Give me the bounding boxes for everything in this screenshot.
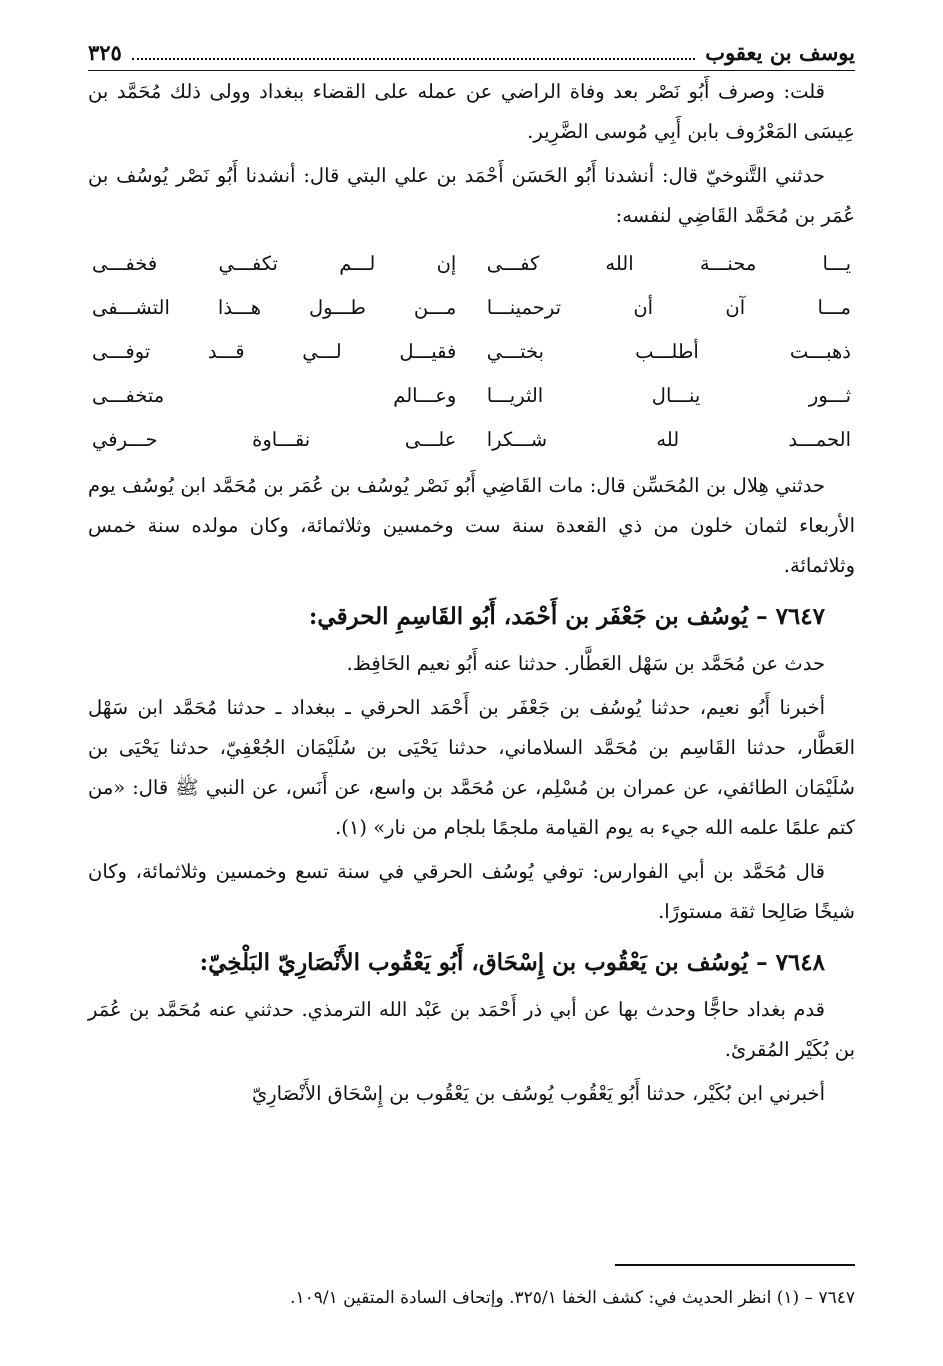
main-text — [88, 72, 855, 1118]
poem-verse — [88, 374, 855, 418]
poem-verse — [88, 242, 855, 286]
poem-hemistich-second: مـــن طـــول هـــذا التشـــفى — [92, 296, 457, 319]
footnote: ٧٦٤٧ – (١) انظر الحديث في: كشف الخفا ٣٢٥/١. وإتحاف السادة المتقين ١٠٩/١. — [290, 1288, 855, 1308]
paragraph-2: حدثني التَّنوخيّ قال: أنشدنا أَبُو الحَسَن أَحْمَد بن علي البتي قال: أنشدنا أَبُو نَصْر يُوسُف بن عُمَر بن مُحَمَّد القَاضِي لنفسه: — [88, 164, 855, 227]
poem-hemistich-second: وعـــالم متخفـــى — [92, 384, 457, 407]
poem-verse — [88, 418, 855, 462]
paragraph-3: حدثني هِلال بن المُحَسِّن قال: مات القَاضِي أَبُو نَصْر يُوسُف بن عُمَر بن مُحَمَّد ابن يُوسُف يوم الأربعاء لثمان خلون من ذي القعدة سنة ست وخمسين وثلاثمائة، وكان مولده سنة خمس وثلاثمائة. — [88, 474, 855, 577]
poem-hemistich-first: مـــا آن أن ترحمينـــا — [486, 296, 851, 319]
running-header — [88, 34, 855, 71]
poem-verse — [88, 286, 855, 330]
paragraph-7: قدم بغداد حاجًّا وحدث بها عن أبي ذر أَحْمَد بن عَبْد الله الترمذي. حدثني عنه مُحَمَّد بن عُمَر بن بُكَيْر المُقرئ. — [88, 998, 855, 1061]
poem-hemistich-first: الحمـــد لله شـــكرا — [486, 428, 851, 451]
footnote-divider — [615, 1264, 855, 1266]
paragraph-5: أخبرنا أَبُو نعيم، حدثنا يُوسُف بن جَعْفَر بن أَحْمَد الحرقي ـ ببغداد ـ حدثنا مُحَمَّد ابن سَهْل العَطَّار، حدثنا القَاسِم بن مُحَمَّد السلاماني، حدثنا يَحْيَى بن سُلَيْمَان الجُعْفِيّ، حدثنا يَحْيَى بن سُلَيْمَان الطائفي، عن عمران بن مُسْلِم، عن مُحَمَّد بن واسع، عن أَنَس، عن النبي ﷺ قال: «من كتم علمًا علمه الله جيء به يوم القيامة ملجمًا بلجام من نار» (١). — [88, 696, 855, 839]
running-title: يوسف بن يعقوب — [705, 39, 855, 65]
poem — [88, 242, 855, 462]
entry-title-7647: ٧٦٤٧ – يُوسُف بن جَعْفَر بن أَحْمَد، أَبُو القَاسِمِ الحرقي: — [308, 603, 825, 630]
paragraph-8: أخبرني ابن بُكَيْر، حدثنا أَبُو يَعْقُوب يُوسُف بن يَعْقُوب بن إِسْحَاق الأَنْصَارِيّ — [251, 1082, 825, 1105]
poem-hemistich-second: علـــى نقـــاوة حـــرفي — [92, 428, 457, 451]
page-number: ٣٢٥ — [88, 39, 122, 65]
header-leader-dots — [132, 44, 695, 60]
paragraph-4: حدث عن مُحَمَّد بن سَهْل العَطَّار. حدثنا عنه أَبُو نعيم الحَافِظ. — [346, 652, 825, 675]
poem-hemistich-second: فقيـــل لـــي قـــد توفـــى — [92, 340, 457, 363]
poem-hemistich-second: إن لـــم تكفـــي فخفـــى — [92, 252, 457, 275]
poem-hemistich-first: ثـــور ينـــال الثريـــا — [486, 384, 851, 407]
poem-hemistich-first: ذهبـــت أطلـــب بختـــي — [486, 340, 851, 363]
entry-title-7648: ٧٦٤٨ – يُوسُف بن يَعْقُوب بن إِسْحَاق، أَبُو يَعْقُوب الأَنْصَارِيّ البَلْخِيّ: — [199, 949, 825, 976]
paragraph-6: قال مُحَمَّد بن أبي الفوارس: توفي يُوسُف الحرقي في سنة تسع وخمسين وثلاثمائة، وكان شيخًا صَالِحا ثقة مستورًا. — [88, 860, 855, 923]
paragraph-1: قلت: وصرف أَبُو نَصْر بعد وفاة الراضي عن عمله على القضاء ببغداد وولى ذلك مُحَمَّد بن عِيسَى المَعْرُوف بابن أَبِي مُوسى الضَّرِير. — [88, 80, 855, 143]
poem-verse — [88, 330, 855, 374]
poem-hemistich-first: يـــا محنـــة الله كفـــى — [486, 252, 851, 275]
